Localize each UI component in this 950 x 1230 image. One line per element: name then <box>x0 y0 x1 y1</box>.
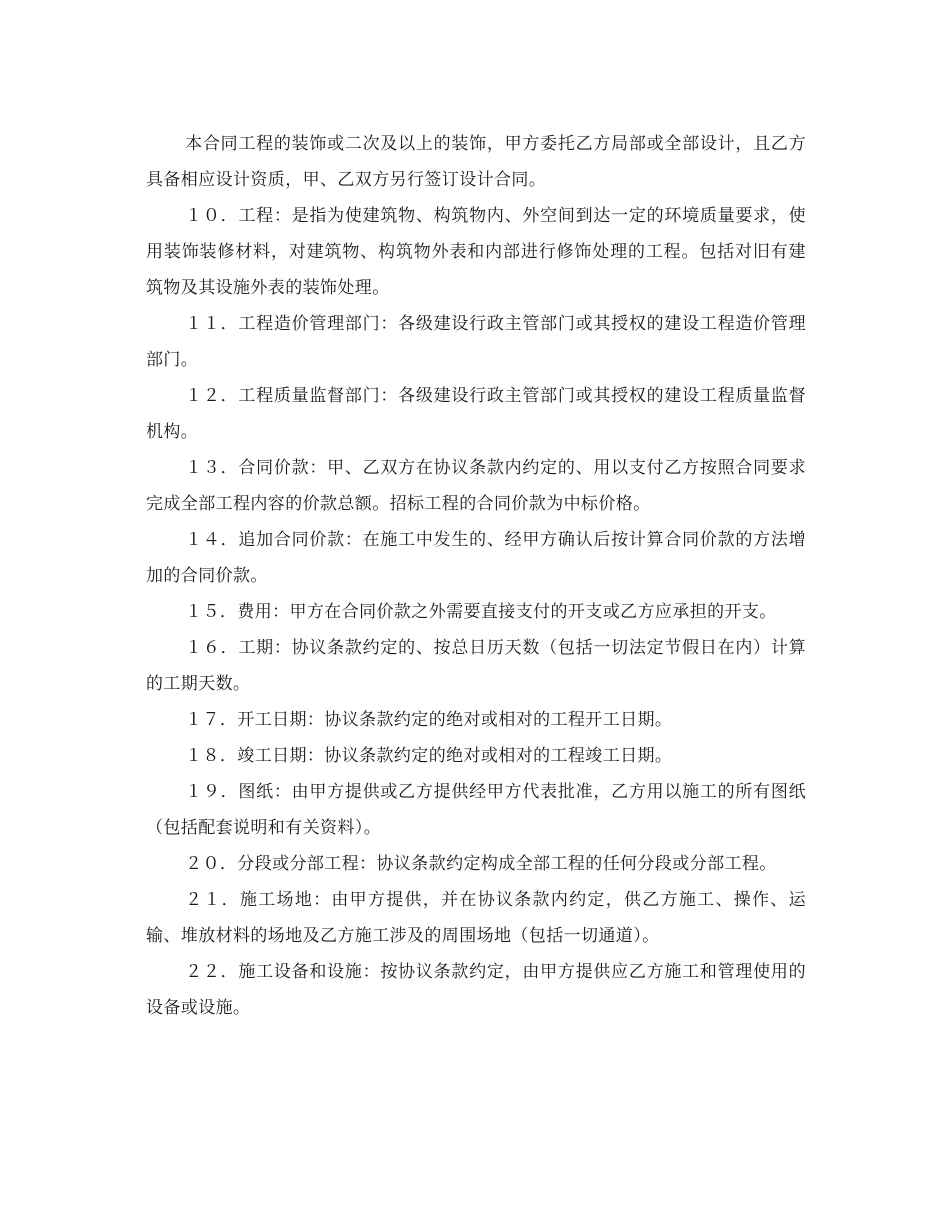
paragraph-item-15: １５．费用：甲方在合同价款之外需要直接支付的开支或乙方应承担的开支。 <box>185 602 777 622</box>
paragraph-design-clause: 本合同工程的装饰或二次及以上的装饰，甲方委托乙方局部或全部设计，且乙方具备相应设计资质，甲、乙双方另行签订设计合同。 <box>146 134 806 190</box>
paragraph-item-12: １２．工程质量监督部门：各级建设行政主管部门或其授权的建设工程质量监督机构。 <box>146 386 806 442</box>
paragraph-item-21: ２１．施工场地：由甲方提供，并在协议条款内约定，供乙方施工、操作、运输、堆放材料的场地及乙方施工涉及的周围场地（包括一切通道）。 <box>146 890 806 946</box>
paragraph-item-19: １９．图纸：由甲方提供或乙方提供经甲方代表批准，乙方用以施工的所有图纸（包括配套说明和有关资料）。 <box>146 782 806 838</box>
paragraph-item-13: １３．合同价款：甲、乙双方在协议条款内约定的、用以支付乙方按照合同要求完成全部工程内容的价款总额。招标工程的合同价款为中标价格。 <box>146 458 806 514</box>
paragraph-item-10: １０．工程：是指为使建筑物、构筑物内、外空间到达一定的环境质量要求，使用装饰装修材料，对建筑物、构筑物外表和内部进行修饰处理的工程。包括对旧有建筑物及其设施外表的装饰处理。 <box>146 206 806 298</box>
paragraph-item-18: １８．竣工日期：协议条款约定的绝对或相对的工程竣工日期。 <box>185 746 673 766</box>
paragraph-item-20: ２０．分段或分部工程：协议条款约定构成全部工程的任何分段或分部工程。 <box>185 854 777 874</box>
paragraph-item-14: １４．追加合同价款：在施工中发生的、经甲方确认后按计算合同价款的方法增加的合同价款。 <box>146 530 806 586</box>
paragraph-item-22: ２２．施工设备和设施：按协议条款约定，由甲方提供应乙方施工和管理使用的设备或设施。 <box>146 962 806 1018</box>
paragraph-item-17: １７．开工日期：协议条款约定的绝对或相对的工程开工日期。 <box>185 710 673 730</box>
contract-text-body <box>146 126 806 1026</box>
paragraph-item-16: １６．工期：协议条款约定的、按总日历天数（包括一切法定节假日在内）计算的工期天数。 <box>146 638 806 694</box>
paragraph-item-11: １１．工程造价管理部门：各级建设行政主管部门或其授权的建设工程造价管理部门。 <box>146 314 806 370</box>
